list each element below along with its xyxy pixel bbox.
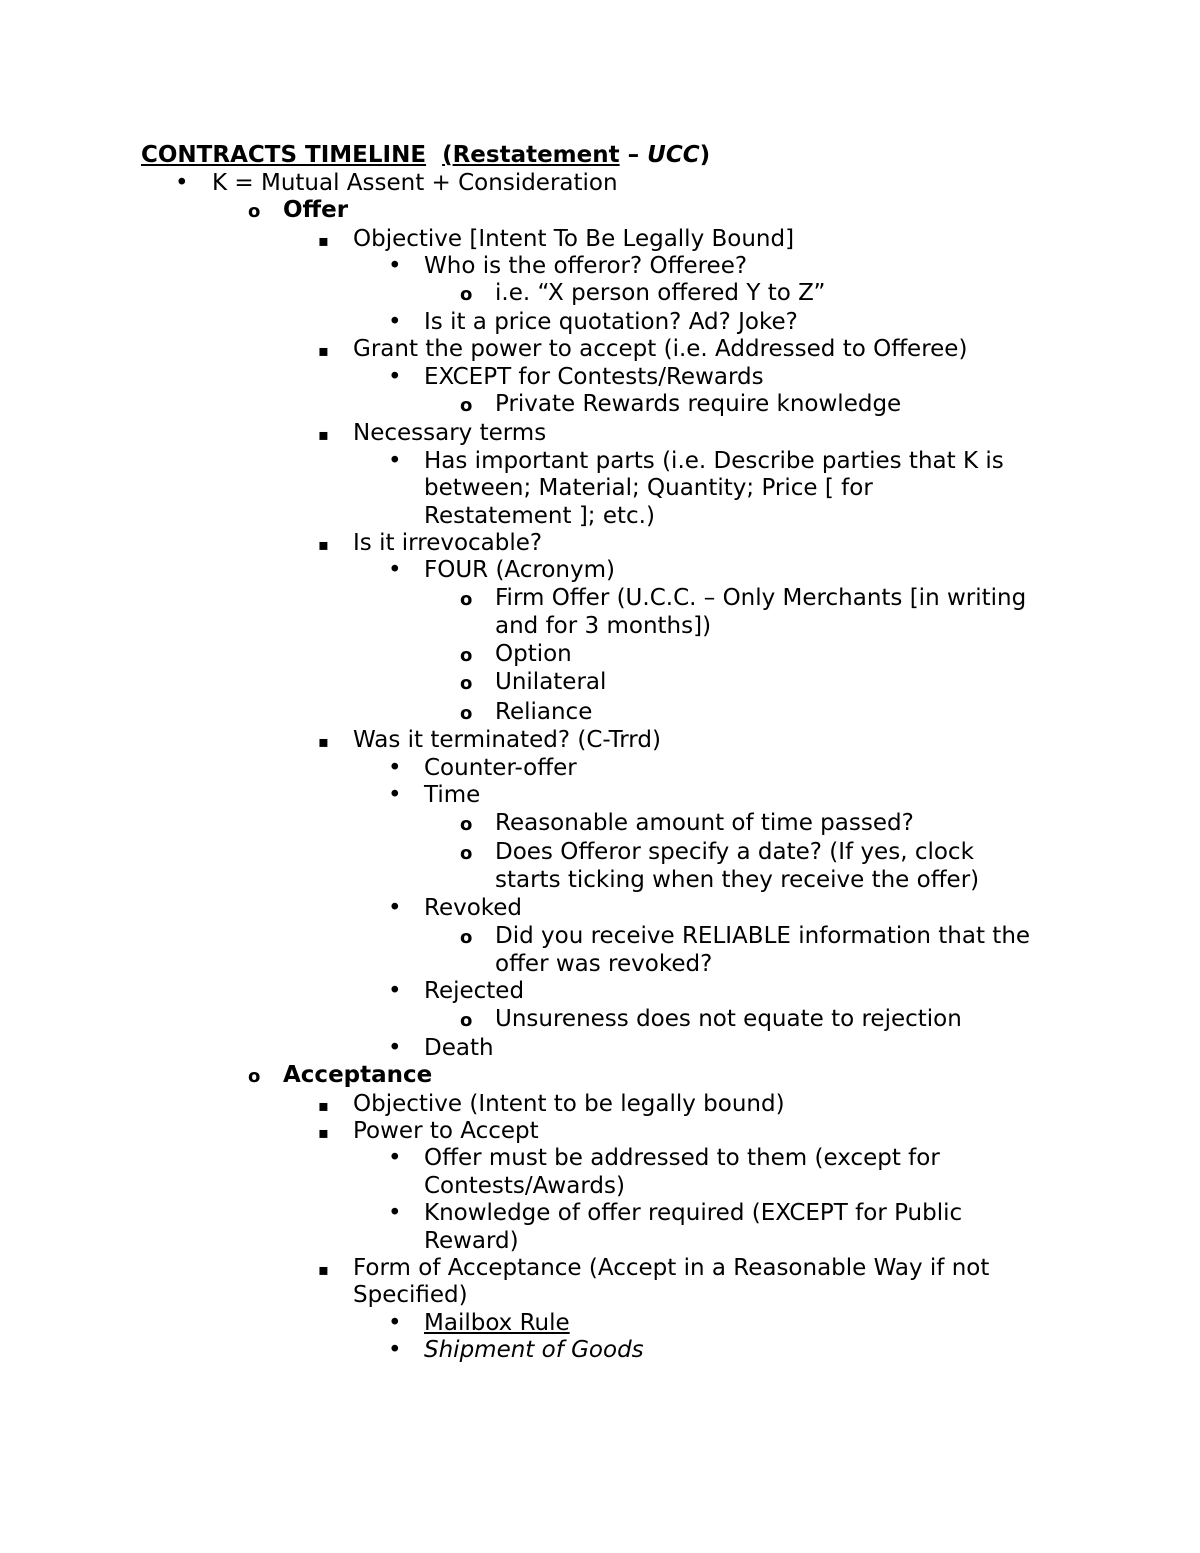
title-ucc: UCC [647, 142, 700, 168]
outline-item: Offer [283, 197, 349, 223]
outline-item: K = Mutual Assent + Consideration [212, 170, 618, 196]
outline-item: Firm Offer (U.C.C. – Only Merchants [in writing [495, 585, 1027, 611]
bullet-circle-icon [460, 922, 472, 952]
bullet-dot-icon [388, 1309, 402, 1337]
outline-item: Has important parts (i.e. Describe parties that K is [424, 448, 1004, 474]
outline-item: Form of Acceptance (Accept in a Reasonable Way if not [353, 1255, 990, 1281]
bullet-circle-icon [460, 838, 472, 868]
outline-item: Acceptance [283, 1062, 433, 1088]
bullet-square-icon [318, 419, 329, 449]
bullet-circle-icon [460, 640, 472, 670]
outline-item: Objective [Intent To Be Legally Bound] [353, 226, 795, 252]
outline-item: Grant the power to accept (i.e. Addressed to Offeree) [353, 336, 968, 362]
outline-item-continuation: Contests/Awards) [424, 1173, 625, 1199]
bullet-circle-icon [460, 1005, 472, 1035]
bullet-dot-icon [388, 1144, 402, 1172]
outline-item: Rejected [424, 978, 525, 1004]
outline-item: Private Rewards require knowledge [495, 391, 902, 417]
outline-item: i.e. “X person offered Y to Z” [495, 280, 826, 306]
bullet-dot-icon [388, 894, 402, 922]
outline-item: Mailbox Rule [424, 1310, 570, 1336]
title-paren-close: ) [699, 142, 711, 168]
bullet-square-icon [318, 529, 329, 559]
bullet-square-icon [318, 225, 329, 255]
bullet-square-icon [318, 1090, 329, 1120]
bullet-circle-icon [248, 196, 260, 226]
bullet-dot-icon [388, 363, 402, 391]
outline-item-continuation: Restatement ]; etc.) [424, 503, 655, 529]
outline-item: Is it irrevocable? [353, 530, 543, 556]
bullet-dot-icon [388, 1199, 402, 1227]
outline-item: Is it a price quotation? Ad? Joke? [424, 309, 798, 335]
outline-item: Necessary terms [353, 420, 547, 446]
outline-item: Did you receive RELIABLE information that the [495, 923, 1031, 949]
outline-item: Power to Accept [353, 1118, 539, 1144]
bullet-dot-icon [388, 556, 402, 584]
outline-item: Reliance [495, 699, 593, 725]
bullet-square-icon [318, 1254, 329, 1284]
bullet-dot-icon [175, 169, 189, 197]
outline-item: Objective (Intent to be legally bound) [353, 1091, 785, 1117]
bullet-circle-icon [460, 698, 472, 728]
title-dash: – [619, 142, 648, 168]
outline-item-continuation: Reward) [424, 1228, 519, 1254]
outline-item: Unsureness does not equate to rejection [495, 1006, 962, 1032]
outline-item: Unilateral [495, 669, 607, 695]
outline-item-continuation: starts ticking when they receive the offer) [495, 867, 980, 893]
bullet-square-icon [318, 1117, 329, 1147]
outline-item-continuation: and for 3 months]) [495, 613, 712, 639]
title-main: CONTRACTS TIMELINE [141, 142, 427, 168]
bullet-dot-icon [388, 1336, 402, 1364]
outline-item: Does Offeror specify a date? (If yes, clock [495, 839, 974, 865]
outline-item-continuation: offer was revoked? [495, 951, 713, 977]
outline-item-continuation: Specified) [353, 1282, 468, 1308]
bullet-dot-icon [388, 252, 402, 280]
bullet-circle-icon [460, 584, 472, 614]
bullet-circle-icon [460, 668, 472, 698]
bullet-dot-icon [388, 1034, 402, 1062]
page-title [141, 141, 710, 169]
bullet-dot-icon [388, 308, 402, 336]
outline-item: FOUR (Acronym) [424, 557, 615, 583]
outline-item: Offer must be addressed to them (except for [424, 1145, 940, 1171]
title-restatement: Restatement [452, 142, 620, 168]
bullet-dot-icon [388, 977, 402, 1005]
bullet-circle-icon [460, 809, 472, 839]
bullet-circle-icon [460, 279, 472, 309]
outline-item: Death [424, 1035, 494, 1061]
outline-item: Shipment of Goods [424, 1337, 644, 1363]
outline-item: Who is the offeror? Offeree? [424, 253, 748, 279]
outline-item: Knowledge of offer required (EXCEPT for Public [424, 1200, 963, 1226]
bullet-dot-icon [388, 781, 402, 809]
bullet-square-icon [318, 335, 329, 365]
outline-item: Option [495, 641, 572, 667]
bullet-circle-icon [460, 390, 472, 420]
outline-item-continuation: between; Material; Quantity; Price [ for [424, 475, 873, 501]
outline-item: Time [424, 782, 481, 808]
bullet-dot-icon [388, 754, 402, 782]
bullet-circle-icon [248, 1061, 260, 1091]
outline-item: EXCEPT for Contests/Rewards [424, 364, 764, 390]
outline-item: Was it terminated? (C-Trrd) [353, 727, 661, 753]
title-paren-open: ( [442, 142, 453, 168]
outline-item: Counter-offer [424, 755, 577, 781]
outline-item: Revoked [424, 895, 523, 921]
bullet-dot-icon [388, 447, 402, 475]
bullet-square-icon [318, 726, 329, 756]
outline-item: Reasonable amount of time passed? [495, 810, 914, 836]
